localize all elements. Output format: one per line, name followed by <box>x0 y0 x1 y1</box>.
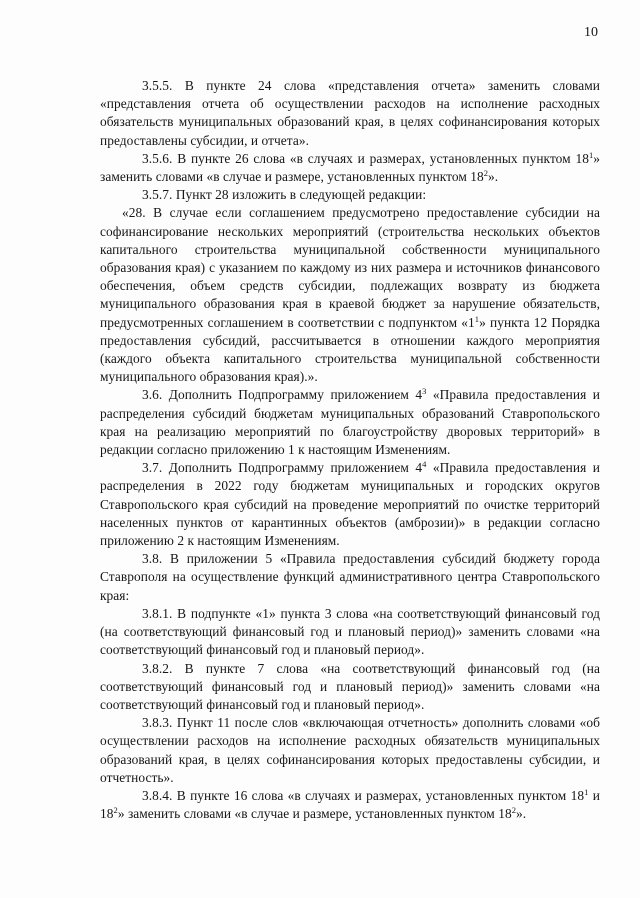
paragraph-p-3-8: 3.8. В приложении 5 «Правила предоставления субсидий бюджету города Ставрополя на осуществление функций административного центра Ставропольского края: <box>100 551 600 603</box>
superscript: 2 <box>511 805 516 816</box>
document-body <box>100 77 600 823</box>
paragraph-p-3-8-1: 3.8.1. В подпункте «1» пункта 3 слова «на соответствующий финансовый год (на соответствующий финансовый год и плановый период)» заменить словами «на соответствующий финансовый год и плановый период». <box>100 605 600 658</box>
paragraph-p-3-5-5: 3.5.5. В пункте 24 слова «представления отчета» заменить словами «представления отчета об осуществлении расходов на исполнение расходных обязательств муниципальных образований края, в целях софинансирования которых предоставлены субсидии, и отчета». <box>100 78 600 148</box>
superscript: 2 <box>113 805 118 816</box>
paragraph-p-3-8-4: 3.8.4. В пункте 16 слова «в случаях и размерах, установленных пунктом $18^1$ и $18^2$» заменить словами «в случае и размере, установленных пунктом $18^2$». <box>100 786 600 822</box>
paragraph-p-28-quote: «28. В случае если соглашением предусмотрено предоставление субсидии на софинансирование нескольких мероприятий (строительства нескольких объектов капитального строительства муниципальной собственности муниципального образования края) с указанием по каждому из них размера и источников финансового обеспечения, объем средств субсидии, подлежащих возврату из бюджета муниципального образования края в краевой бюджет за нарушение обязательств, предусмотренных соглашением в соответствии с подпунктом «$1^1$» пункта 12 Порядка предоставления субсидий, рассчитывается в отношении каждого мероприятия (каждого объекта капитального строительства муниципальной собственности муниципального образования края).». <box>100 205 600 385</box>
superscript: 1 <box>588 149 594 160</box>
paragraph-p-3-5-6: 3.5.6. В пункте 26 слова «в случаях и размерах, установленных пунктом $18^1$» заменить словами «в случае и размере, установленных пунктом $18^2$». <box>100 149 600 185</box>
paragraph-p-3-5-7: 3.5.7. Пункт 28 изложить в следующей редакции: <box>142 187 427 203</box>
paragraph-p-3-8-2: 3.8.2. В пункте 7 слова «на соответствующий финансовый год (на соответствующий финансовый год и плановый период)» заменить словами «на соответствующий финансовый год и плановый период». <box>100 660 600 712</box>
superscript: 1 <box>584 786 589 797</box>
paragraph-p-3-6: 3.6. Дополнить Подпрограмму приложением $4^3$ «Правила предоставления и распределения субсидий бюджетам муниципальных образований Ставропольского края на реализацию мероприятий по благоустройству дворовых территорий» в редакции согласно приложению 1 к настоящим Изменениям. <box>100 386 601 458</box>
paragraph-p-3-7: 3.7. Дополнить Подпрограмму приложением $4^4$ «Правила предоставления и распределения в 2022 году бюджетам муниципальных и городских округов Ставропольского края субсидий на проведение мероприятий по очистке территорий населенных пунктов от карантинных объектов (амброзии)» в редакции согласно приложению 2 к настоящим Изменениям. <box>100 459 601 549</box>
page-number: 10 <box>584 25 598 40</box>
paragraph-p-3-8-3: 3.8.3. Пункт 11 после слов «включающая отчетность» дополнить словами «об осуществлении расходов на исполнение расходных обязательств муниципальных образований края, в целях софинансирования которых предоставлены субсидии, и отчетность». <box>100 715 600 785</box>
superscript: 4 <box>422 459 427 470</box>
superscript: 3 <box>422 386 427 397</box>
superscript: 1 <box>474 313 480 324</box>
superscript: 2 <box>483 168 489 179</box>
